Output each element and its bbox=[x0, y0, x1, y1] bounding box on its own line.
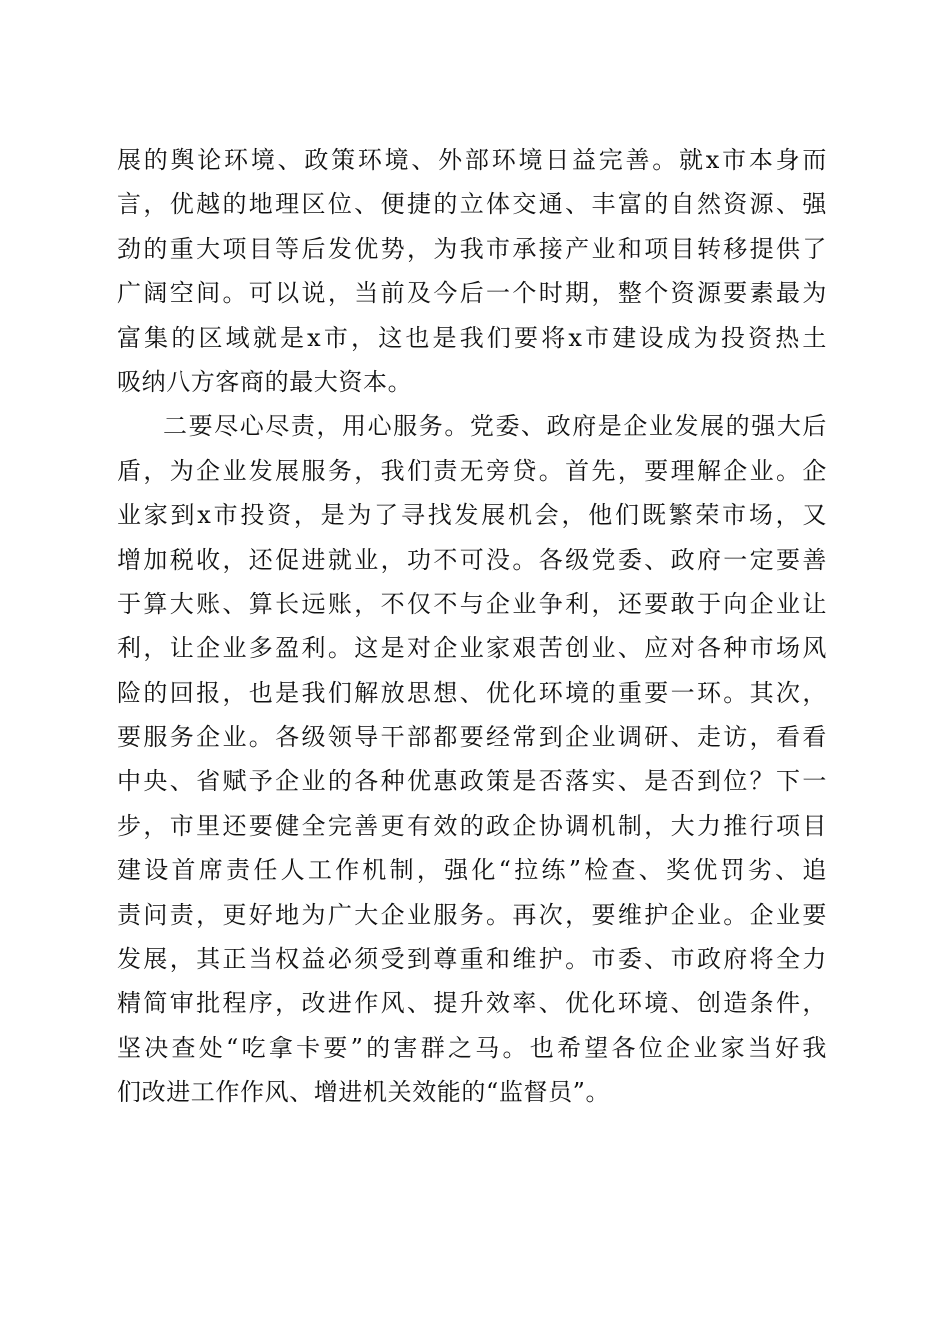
text-line: 吸纳八方客商的最大资本。 bbox=[117, 367, 413, 396]
text-line: 业家到x市投资，是为了寻找发展机会，他们既繁荣市场，又 bbox=[117, 501, 827, 530]
text-line: 劲的重大项目等后发优势，为我市承接产业和项目转移提供了 bbox=[117, 234, 827, 263]
text-line: 责问责，更好地为广大企业服务。再次，要维护企业。企业要 bbox=[117, 900, 827, 929]
text-line: 广阔空间。可以说，当前及今后一个时期，整个资源要素最为 bbox=[117, 279, 827, 308]
paragraph-1 bbox=[117, 138, 827, 404]
text-line: 要服务企业。各级领导干部都要经常到企业调研、走访，看看 bbox=[117, 723, 827, 752]
text-line: 盾，为企业发展服务，我们责无旁贷。首先，要理解企业。企 bbox=[117, 456, 827, 485]
text-line: 中央、省赋予企业的各种优惠政策是否落实、是否到位？下一 bbox=[117, 767, 827, 796]
text-line: 展的舆论环境、政策环境、外部环境日益完善。就x市本身而 bbox=[117, 146, 827, 174]
text-line: 坚决查处“吃拿卡要”的害群之马。也希望各位企业家当好我 bbox=[117, 1033, 827, 1062]
paragraph-2 bbox=[117, 404, 827, 1114]
text-line: 于算大账、算长远账，不仅不与企业争利，还要敢于向企业让 bbox=[117, 589, 827, 618]
text-line: 言，优越的地理区位、便捷的立体交通、丰富的自然资源、强 bbox=[117, 190, 827, 219]
text-line: 发展，其正当权益必须受到尊重和维护。市委、市政府将全力 bbox=[117, 945, 827, 974]
text-line: 险的回报，也是我们解放思想、优化环境的重要一环。其次， bbox=[117, 678, 827, 707]
text-line: 利，让企业多盈利。这是对企业家艰苦创业、应对各种市场风 bbox=[117, 634, 827, 663]
text-line: 增加税收，还促进就业，功不可没。各级党委、政府一定要善 bbox=[117, 545, 827, 574]
text-line: 们改进工作作风、增进机关效能的“监督员”。 bbox=[117, 1078, 611, 1107]
text-line: 精简审批程序，改进作风、提升效率、优化环境、创造条件， bbox=[117, 989, 827, 1018]
text-line-first: 二要尽心尽责，用心服务。党委、政府是企业发展的强大后 bbox=[163, 412, 827, 441]
text-line: 步，市里还要健全完善更有效的政企协调机制，大力推行项目 bbox=[117, 811, 827, 840]
text-line: 建设首席责任人工作机制，强化“拉练”检查、奖优罚劣、追 bbox=[117, 856, 827, 885]
document-body bbox=[117, 138, 827, 1115]
text-line: 富集的区域就是x市，这也是我们要将x市建设成为投资热土 bbox=[117, 323, 827, 352]
